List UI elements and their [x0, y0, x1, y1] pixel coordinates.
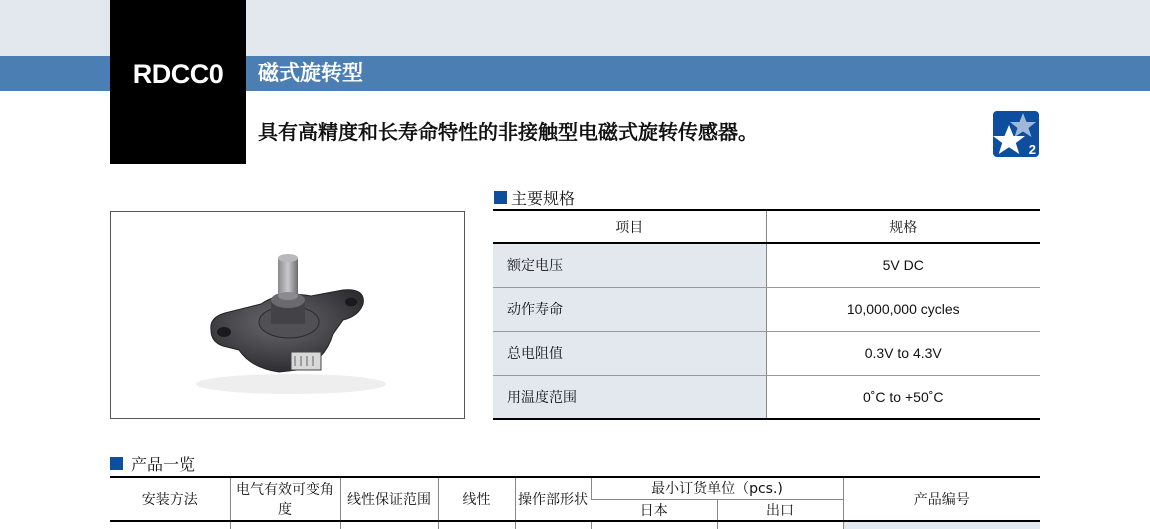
spec-value: 0.3V to 4.3V: [766, 331, 1040, 375]
col-linearity-range: 线性保证范围: [340, 477, 438, 521]
product-list-heading-label: 产品一览: [131, 455, 196, 474]
col-actuator-shape: 操作部形状: [515, 477, 591, 521]
col-japan: 日本: [591, 499, 717, 521]
type-title: 磁式旋转型: [258, 61, 363, 85]
table-row: [493, 375, 1040, 419]
level-number: 2: [1028, 142, 1036, 157]
table-row: [493, 243, 1040, 287]
spec-item: 额定电压: [493, 243, 766, 287]
col-export: 出口: [717, 499, 843, 521]
table-cell: [843, 521, 1040, 529]
spec-value: 0˚C to +50˚C: [766, 375, 1040, 419]
table-cell: [340, 521, 438, 529]
table-cell: [438, 521, 515, 529]
product-photo: [110, 211, 465, 419]
table-row: [493, 287, 1040, 331]
spec-col-item: 项目: [493, 210, 766, 243]
table-cell: [230, 521, 340, 529]
col-electrical-angle: 电气有效可变角度: [230, 477, 340, 521]
spec-heading: [494, 186, 575, 209]
model-code: RDCC0: [132, 59, 224, 89]
spec-heading-label: 主要规格: [511, 189, 576, 208]
headline: 具有高精度和长寿命特性的非接触型电磁式旋转传感器。: [258, 120, 758, 144]
spec-table: [493, 209, 1040, 420]
spec-value: 10,000,000 cycles: [766, 287, 1040, 331]
col-product-number: 产品编号: [843, 477, 1040, 521]
table-cell: [515, 521, 591, 529]
spec-col-value: 规格: [766, 210, 1040, 243]
level-badge: [993, 111, 1039, 157]
table-cell: [110, 521, 230, 529]
product-list-heading: [110, 452, 195, 475]
rotary-sensor-image: [111, 212, 465, 419]
spec-value: 5V DC: [766, 243, 1040, 287]
table-cell: [591, 521, 717, 529]
table-row: [493, 331, 1040, 375]
product-list-table: [110, 476, 1040, 529]
table-row: [110, 521, 1040, 529]
square-bullet-icon: [494, 191, 507, 204]
square-bullet-icon: [110, 457, 123, 470]
spec-item: 用温度范围: [493, 375, 766, 419]
table-cell: [717, 521, 843, 529]
spec-item: 总电阻值: [493, 331, 766, 375]
col-linearity: 线性: [438, 477, 515, 521]
spec-item: 动作寿命: [493, 287, 766, 331]
col-min-order: 最小订货单位（pcs.): [591, 477, 843, 499]
col-mounting: 安装方法: [110, 477, 230, 521]
